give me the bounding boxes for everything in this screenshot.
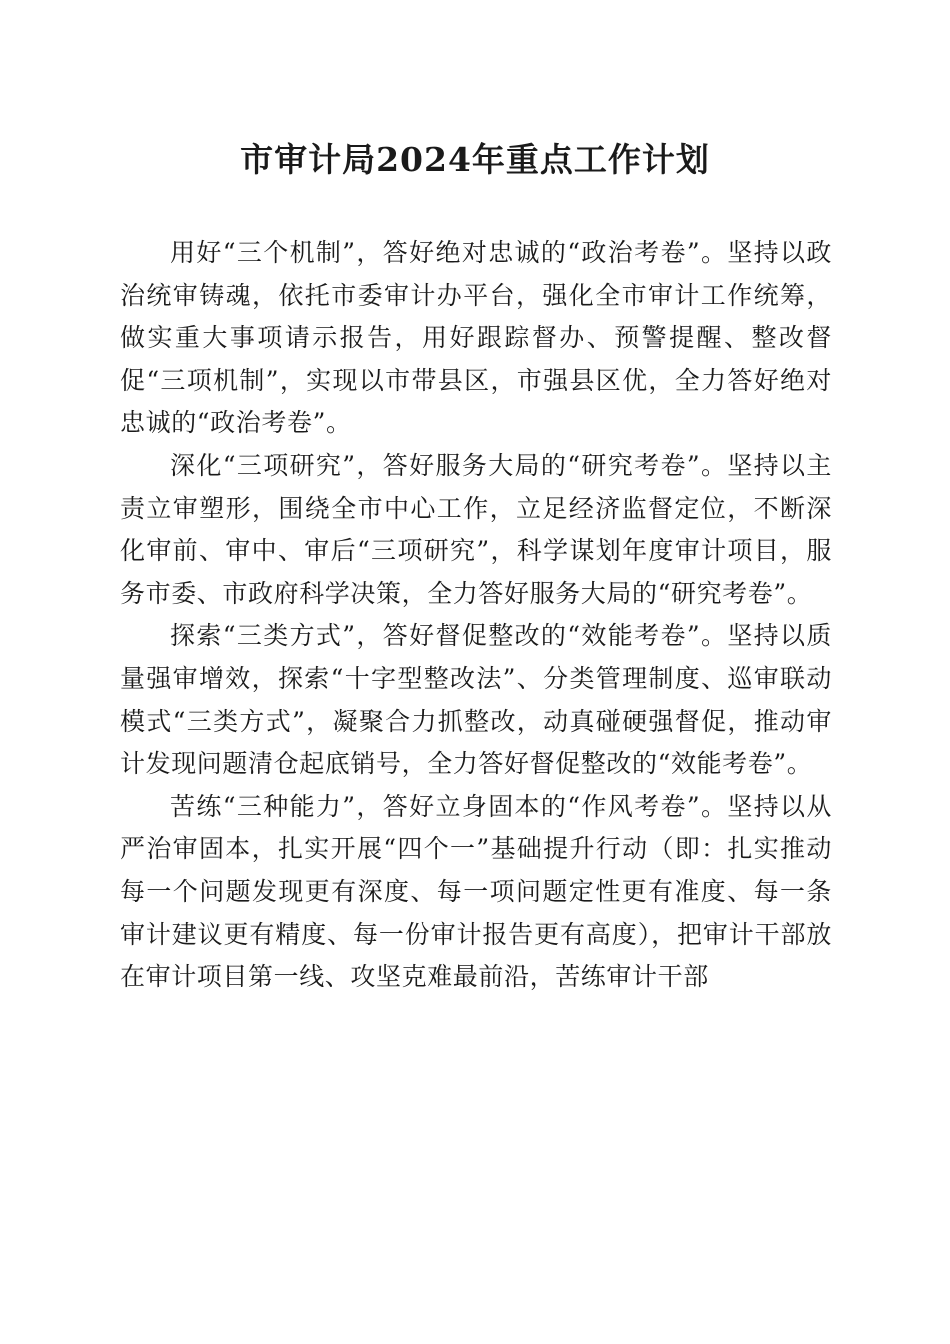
document-title: 市审计局2024年重点工作计划: [240, 140, 710, 179]
paragraph-research-exam: 深化“三项研究”，答好服务大局的“研究考卷”。坚持以主责立审塑形，围绕全市中心工作，立足经济监督定位，不断深化审前、审中、审后“三项研究”，科学谋划年度审计项目，服务市委、市政府科学决策，全力答好服务大局的“研究考卷”。: [120, 450, 832, 608]
paragraph-conduct-exam: 苦练“三种能力”，答好立身固本的“作风考卷”。坚持以从严治审固本，扎实开展“四个一”基础提升行动（即：扎实推动每一个问题发现更有深度、每一项问题定性更有准度、每一条审计建议更有精度、每一份审计报告更有高度），把审计干部放在审计项目第一线、攻坚克难最前沿，苦练审计干部: [120, 791, 832, 992]
paragraph-efficiency-exam: 探索“三类方式”，答好督促整改的“效能考卷”。坚持以质量强审增效，探索“十字型整改法”、分类管理制度、巡审联动模式“三类方式”，凝聚合力抓整改，动真碰硬强督促，推动审计发现问题清仓起底销号，全力答好督促整改的“效能考卷”。: [120, 621, 832, 779]
paragraph-political-exam: 用好“三个机制”，答好绝对忠诚的“政治考卷”。坚持以政治统审铸魂，依托市委审计办平台，强化全市审计工作统筹，做实重大事项请示报告，用好跟踪督办、预警提醒、整改督促“三项机制”，实现以市带县区，市强县区优，全力答好绝对忠诚的“政治考卷”。: [120, 238, 832, 438]
document-body: [120, 232, 832, 999]
